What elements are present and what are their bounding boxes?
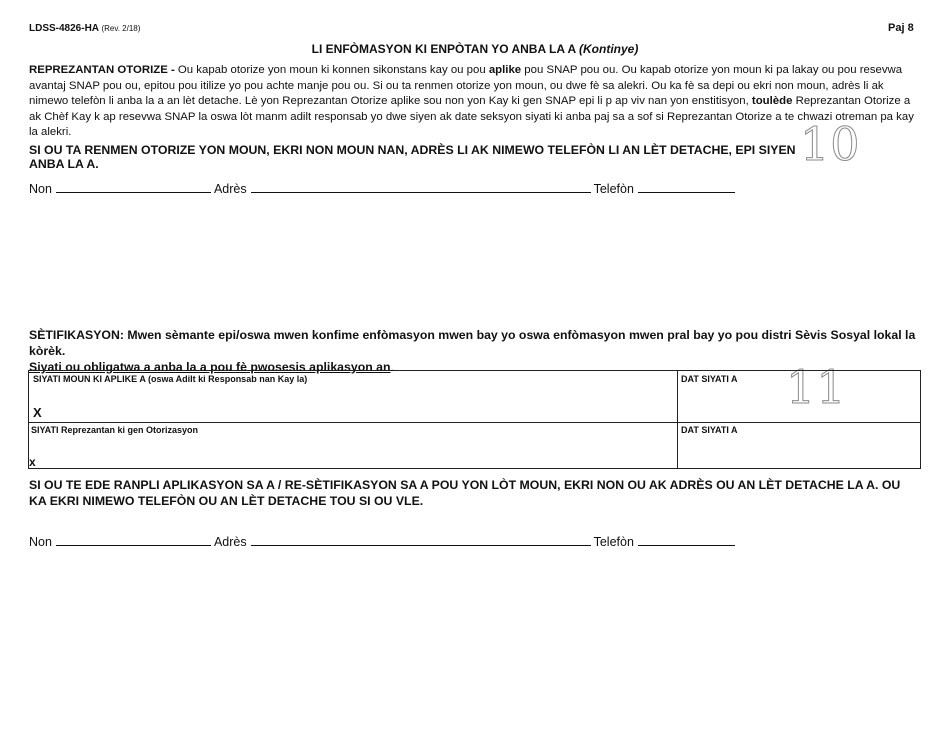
page-title-main: LI ENFÒMASYON KI ENPÒTAN YO ANBA LA A	[311, 42, 576, 56]
applicant-signature-field[interactable]	[45, 389, 665, 421]
helper-heading: SI OU TE EDE RANPLI APLIKASYON SA A / RE-SÈTIFIKASYON SA A POU YON LÒT MOUN, EKRI NON OU AK ADRÈS OU AN LÈT DETACHE LA A. OU KA EKRI NIMEWO TELEFÒN OU AN LÈT DETACHE TOU SI OU VLE.	[29, 478, 901, 508]
helper-address-input[interactable]	[251, 533, 591, 546]
certification-statement: SÈTIFIKASYON: Mwen sèmante epi/oswa mwen konfime enfòmasyon mwen bay yo oswa enfòmasyon mwen pral bay yo pou distri Sèvis Sosyal lokal la kòrèk.	[29, 328, 916, 358]
rep-signature-field[interactable]	[43, 439, 663, 468]
applicant-signature-x: X	[33, 405, 42, 420]
rep-signature-label: SIYATI Reprezantan ki gen Otorizasyon	[31, 425, 199, 435]
signature-box	[28, 370, 921, 469]
intro-bold1: aplike	[488, 64, 522, 76]
certification-required-note: Siyati ou obligatwa a anba la a pou fè pwosesis aplikasyon an	[29, 360, 391, 374]
applicant-signature-label: SIYATI MOUN KI APLIKE A (oswa Adilt ki Responsab nan Kay la)	[33, 374, 308, 384]
applicant-date-label: DAT SIYATI A	[681, 374, 738, 384]
rep-address-label: Adrès	[213, 182, 247, 196]
rep-phone-input[interactable]	[638, 180, 735, 193]
helper-name-input[interactable]	[56, 533, 211, 546]
intro-part3: Reprezantan Otorize a ak Chèf Kay k ap resevwa SNAP la oswa lòt manm adilt responsab yo dwe siyen ak date seksyon siyati ki anba paj sa a sof si Reprezantan Otorize a te chwazi otreman pa kay la alekri.	[29, 95, 914, 138]
rep-date-label: DAT SIYATI A	[681, 425, 738, 435]
authorized-rep-fields	[29, 180, 909, 196]
signature-divider-horizontal	[29, 422, 920, 423]
rep-address-input[interactable]	[251, 180, 591, 193]
authorized-rep-paragraph	[29, 63, 922, 141]
step-number-11: 11	[786, 360, 847, 414]
rep-date-field[interactable]	[681, 439, 917, 468]
authorize-heading: SI OU TA RENMEN OTORIZE YON MOUN, EKRI NON MOUN NAN, ADRÈS LI AK NIMEWO TELEFÒN LI AN LÈT DETACHE, EPI SIYEN ANBA LA A.	[29, 143, 796, 171]
applicant-date-field[interactable]	[681, 389, 917, 421]
rep-name-label: Non	[29, 182, 52, 196]
helper-phone-input[interactable]	[638, 533, 735, 546]
rep-phone-label: Telefòn	[593, 182, 634, 196]
form-id-code: LDSS-4826-HA	[29, 23, 99, 34]
intro-bold2: toulède	[751, 95, 793, 107]
helper-address-label: Adrès	[213, 535, 247, 549]
intro-part1: Ou kapab otorize yon moun ki konnen sikonstans kay ou pou	[174, 64, 489, 76]
intro-lead: REPREZANTAN OTORIZE -	[29, 64, 175, 76]
form-id	[29, 23, 140, 34]
helper-name-label: Non	[29, 535, 52, 549]
form-revision: (Rev. 2/18)	[101, 24, 141, 33]
rep-name-input[interactable]	[56, 180, 211, 193]
step-number-10: 10	[800, 117, 861, 171]
certification-period: .	[390, 360, 394, 374]
rep-signature-x: x	[29, 455, 36, 469]
helper-phone-label: Telefòn	[593, 535, 634, 549]
page-number: Paj 8	[888, 22, 914, 34]
page-title-continued: (Kontinye)	[579, 42, 639, 56]
page-title	[0, 42, 950, 56]
helper-fields	[29, 533, 909, 549]
intro-part2: pou SNAP pou ou. Ou kapab otorize yon moun ki pa lakay ou pou resevwa avantaj SNAP pou ou, epitou pou itilize yo pou achte manje pou ou. Si ou ta renmen otorize yon moun, ou dwe fè sa alekri. Ou ka fè sa depi ou ekri non moun, adrès li ak nimewo telefòn li anba la a an lèt detache. Lè yon Reprezantan Otorize aplike sou non yon Kay ki gen SNAP epi li p ap viv nan yon enstitisyon,	[29, 64, 903, 107]
signature-divider-vertical	[677, 371, 678, 468]
